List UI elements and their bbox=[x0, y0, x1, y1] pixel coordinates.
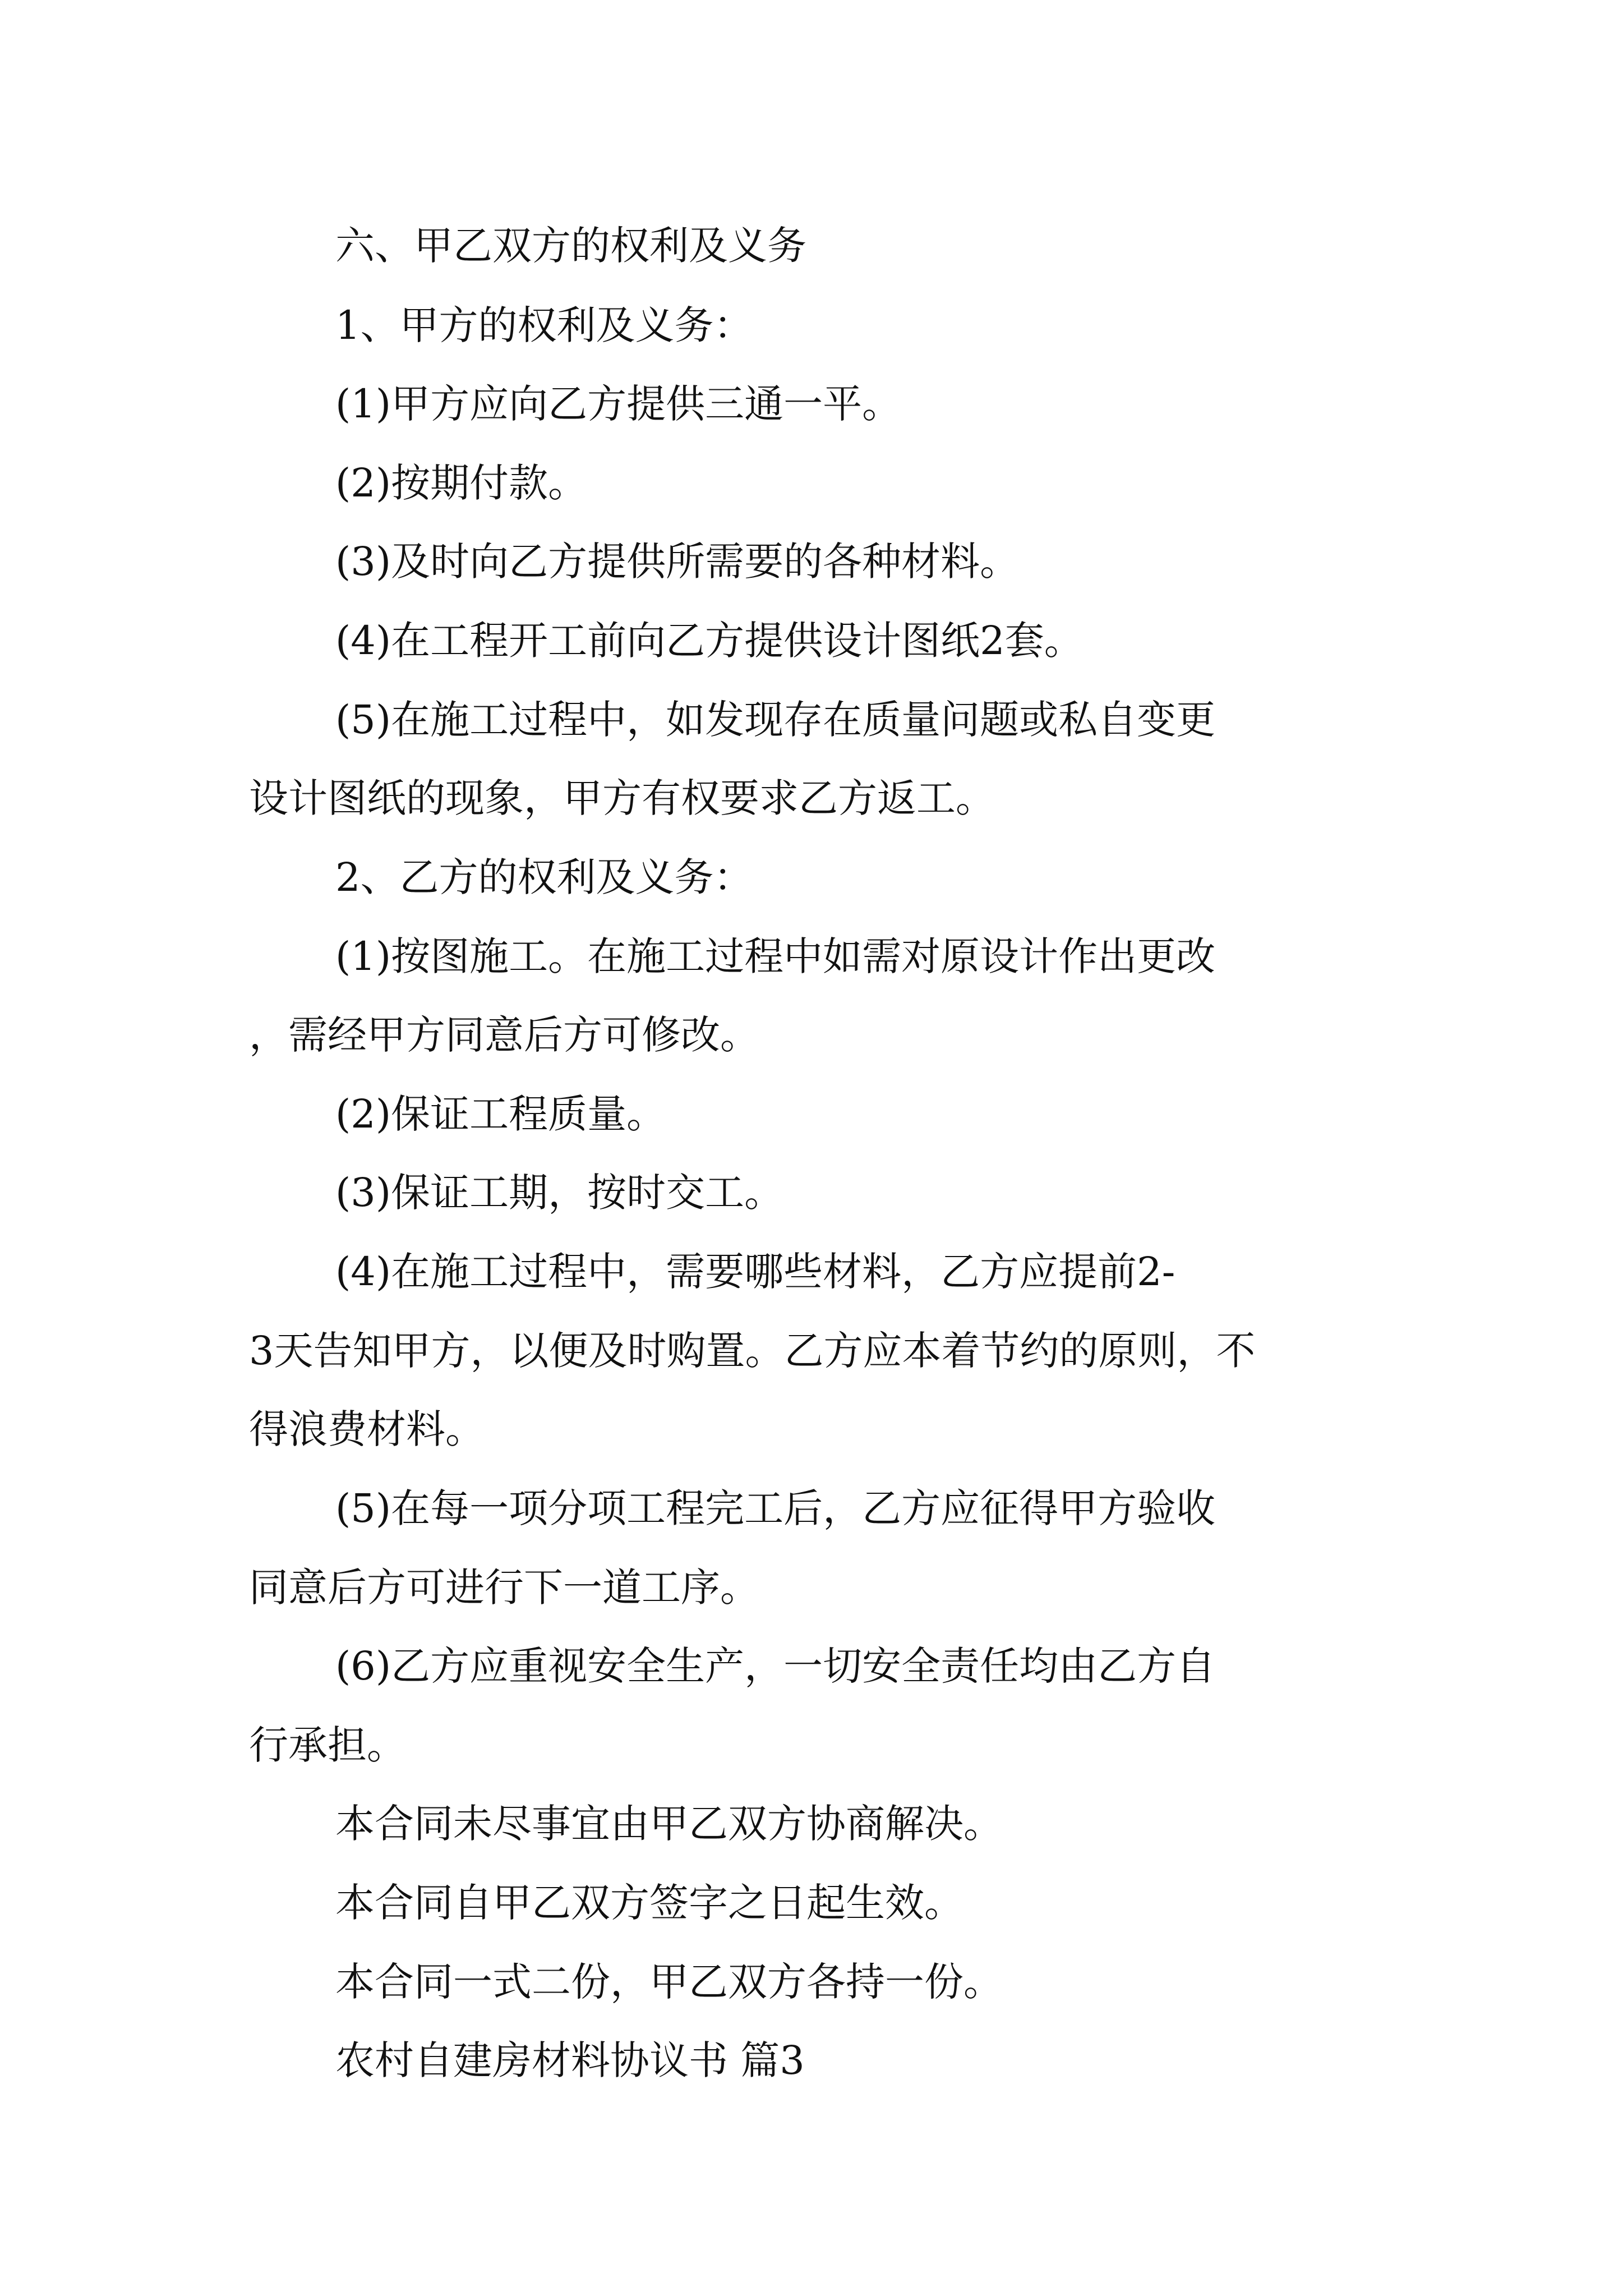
party-b-item-4-line-3: 得浪费材料。 bbox=[249, 1406, 485, 1452]
party-a-heading: 1、甲方的权利及义务： bbox=[335, 302, 753, 348]
party-b-item-1-line-1: (1)按图施工。在施工过程中如需对原设计作出更改 bbox=[335, 933, 1216, 979]
closing-line-3: 本合同一式二份，甲乙双方各持一份。 bbox=[335, 1959, 1003, 2005]
party-a-item-3: (3)及时向乙方提供所需要的各种材料。 bbox=[335, 539, 1020, 585]
party-b-item-4-line-1: (4)在施工过程中，需要哪些材料，乙方应提前2- bbox=[335, 1249, 1175, 1295]
party-a-item-5-line-2: 设计图纸的现象，甲方有权要求乙方返工。 bbox=[249, 775, 995, 821]
closing-line-2: 本合同自甲乙双方签字之日起生效。 bbox=[335, 1880, 963, 1926]
party-b-item-2: (2)保证工程质量。 bbox=[335, 1091, 666, 1137]
party-b-heading: 2、乙方的权利及义务： bbox=[335, 854, 753, 900]
party-b-item-1-line-2: ，需经甲方同意后方可修改。 bbox=[249, 1012, 759, 1058]
party-b-item-5-line-2: 同意后方可进行下一道工序。 bbox=[249, 1565, 759, 1611]
party-b-item-5-line-1: (5)在每一项分项工程完工后，乙方应征得甲方验收 bbox=[335, 1485, 1216, 1531]
party-b-item-6-line-1: (6)乙方应重视安全生产，一切安全责任均由乙方自 bbox=[335, 1643, 1216, 1689]
next-section-title: 农村自建房材料协议书 篇3 bbox=[335, 2037, 805, 2083]
party-a-item-4: (4)在工程开工前向乙方提供设计图纸2套。 bbox=[335, 618, 1083, 664]
closing-line-1: 本合同未尽事宜由甲乙双方协商解决。 bbox=[335, 1801, 1003, 1847]
section-heading: 六、甲乙双方的权利及义务 bbox=[335, 223, 806, 269]
party-b-item-6-line-2: 行承担。 bbox=[249, 1722, 406, 1768]
party-b-item-4-line-2: 3天告知甲方，以便及时购置。乙方应本着节约的原则，不 bbox=[249, 1328, 1256, 1374]
party-a-item-2: (2)按期付款。 bbox=[335, 460, 588, 506]
party-a-item-5-line-1: (5)在施工过程中，如发现存在质量问题或私自变更 bbox=[335, 697, 1216, 743]
party-a-item-1: (1)甲方应向乙方提供三通一平。 bbox=[335, 381, 902, 427]
party-b-item-3: (3)保证工期，按时交工。 bbox=[335, 1170, 784, 1216]
